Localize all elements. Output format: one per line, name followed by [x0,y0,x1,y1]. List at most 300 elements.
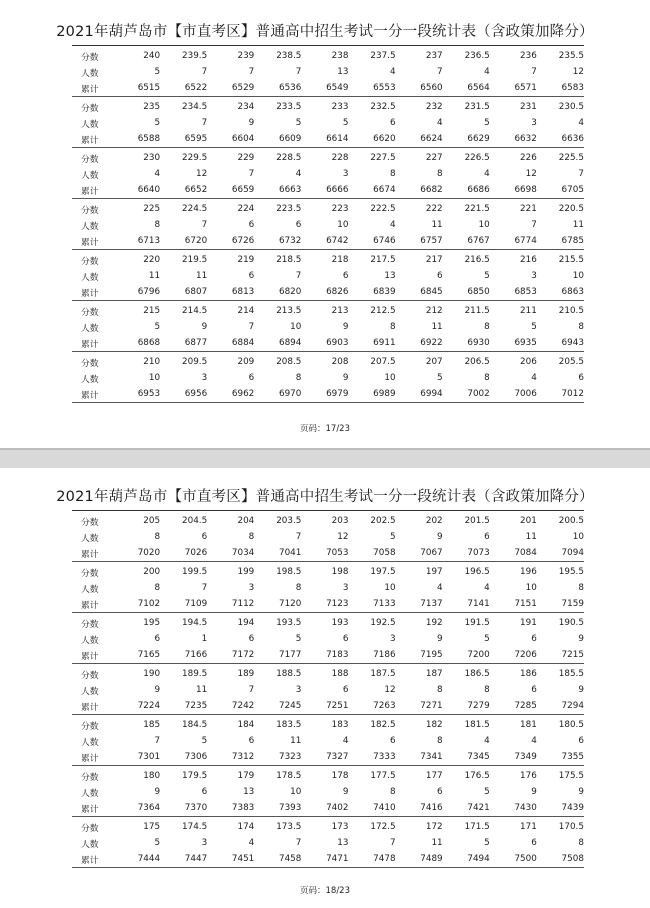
cumulative-row [72,698,584,714]
score-group [72,511,584,562]
table-cell: 7020 [137,548,161,558]
table-cell: 175.5 [558,771,584,781]
table-cell: 6989 [373,389,396,399]
table-cell: 6 [342,634,349,644]
table-cell: 219.5 [182,255,208,265]
row-label: 累计 [81,753,99,764]
table-cell: 182.5 [370,720,396,730]
table-cell: 237.5 [370,51,396,61]
score-group [72,664,584,715]
table-cell: 191.5 [464,618,490,628]
table-cell: 6571 [514,83,537,93]
row-label: 累计 [81,855,99,866]
row-label: 分数 [81,154,99,165]
table-cell: 7 [531,67,537,77]
table-cell: 6614 [326,134,349,144]
score-group [72,766,584,817]
table-cell: 194 [237,618,255,628]
score-table [72,46,584,403]
table-cell: 7444 [137,854,161,864]
count-row [72,166,584,182]
table-cell: 6663 [278,185,302,195]
table-cell: 6732 [278,236,302,246]
table-cell: 7 [295,838,302,848]
table-cell: 5 [389,532,396,542]
table-cell: 7 [201,118,208,128]
table-cell: 216.5 [464,255,490,265]
table-cell: 6 [531,685,537,695]
table-cell: 6560 [420,83,443,93]
table-cell: 194.5 [182,618,208,628]
table-cell: 189.5 [182,669,208,679]
row-label: 累计 [81,135,99,146]
table-cell: 7364 [137,803,161,813]
table-cell: 6713 [137,236,161,246]
table-cell: 6620 [373,134,396,144]
table-cell: 4 [437,583,443,593]
table-cell: 7006 [514,389,537,399]
table-cell: 6935 [514,338,537,348]
table-cell: 3 [342,583,349,593]
table-cell: 209 [237,357,255,367]
table-cell: 4 [531,373,537,383]
table-cell: 6705 [561,185,584,195]
table-cell: 6785 [561,236,584,246]
table-cell: 190.5 [558,618,584,628]
table-cell: 177.5 [370,771,396,781]
count-row [72,64,584,80]
table-cell: 8 [578,583,584,593]
table-cell: 210.5 [558,306,584,316]
cumulative-row [72,596,584,612]
table-cell: 6698 [514,185,537,195]
count-row [72,733,584,749]
table-cell: 213 [331,306,349,316]
row-label: 人数 [81,737,99,748]
score-group [72,250,584,301]
table-cell: 10 [384,373,396,383]
table-cell: 204 [237,516,255,526]
table-cell: 7439 [561,803,584,813]
table-cell: 6 [437,787,443,797]
table-cell: 185.5 [558,669,584,679]
table-cell: 205 [143,516,161,526]
table-cell: 6 [484,532,490,542]
table-cell: 7341 [420,752,443,762]
table-cell: 207.5 [370,357,396,367]
table-cell: 221.5 [464,204,490,214]
table-cell: 7 [295,532,302,542]
table-cell: 6 [248,271,255,281]
table-cell: 7478 [373,854,396,864]
table-cell: 7084 [514,548,537,558]
table-cell: 12 [337,532,349,542]
table-cell: 13 [337,838,349,848]
table-cell: 6839 [373,287,396,297]
table-cell: 7053 [326,548,349,558]
count-row [72,115,584,131]
cumulative-row [72,851,584,867]
table-cell: 10 [290,322,302,332]
table-cell: 7355 [561,752,584,762]
table-cell: 5 [484,271,490,281]
row-label: 分数 [81,103,99,114]
table-cell: 6930 [467,338,490,348]
page-17 [0,0,650,438]
cumulative-row [72,749,584,765]
cumulative-row [72,233,584,249]
table-cell: 11 [431,838,443,848]
count-row [72,835,584,851]
table-cell: 10 [478,220,490,230]
table-cell: 6595 [184,134,208,144]
table-cell: 7137 [420,599,443,609]
table-cell: 227 [425,153,443,163]
row-label: 分数 [81,52,99,63]
row-label: 累计 [81,237,99,248]
table-cell: 1 [201,634,208,644]
document-title: 2021年葫芦岛市【市直考区】普通高中招生考试一分一段统计表（含政策加降分） [56,24,594,40]
row-label: 分数 [81,823,99,834]
table-cell: 11 [195,271,208,281]
table-cell: 195 [143,618,161,628]
document-title: 2021年葫芦岛市【市直考区】普通高中招生考试一分一段统计表（含政策加降分） [56,489,594,505]
table-cell: 198 [331,567,349,577]
table-cell: 6845 [420,287,443,297]
table-cell: 238.5 [276,51,302,61]
table-cell: 7 [578,169,584,179]
table-cell: 3 [201,838,208,848]
table-cell: 171 [520,822,537,832]
table-cell: 7200 [467,650,490,660]
table-cell: 7 [531,220,537,230]
table-cell: 6536 [278,83,302,93]
row-label: 分数 [81,205,99,216]
table-cell: 6 [342,685,349,695]
table-cell: 226 [520,153,537,163]
table-cell: 7186 [373,650,396,660]
table-cell: 212.5 [370,306,396,316]
table-cell: 9 [437,634,443,644]
table-cell: 13 [243,787,255,797]
score-row [72,717,584,733]
table-cell: 203.5 [276,516,302,526]
table-cell: 6979 [326,389,349,399]
page-number: 页码：18/23 [300,886,350,896]
table-cell: 7224 [137,701,161,711]
table-cell: 224 [237,204,255,214]
table-cell: 7002 [467,389,490,399]
score-row [72,48,584,64]
table-cell: 6943 [561,338,584,348]
table-cell: 6 [578,736,584,746]
table-cell: 9 [342,373,349,383]
table-cell: 176.5 [464,771,490,781]
table-cell: 180 [143,771,161,781]
table-cell: 6 [342,271,349,281]
table-cell: 236 [520,51,537,61]
table-cell: 10 [337,220,349,230]
table-cell: 7471 [326,854,349,864]
table-cell: 6911 [373,338,396,348]
table-cell: 10 [572,532,584,542]
table-cell: 210 [143,357,161,367]
table-cell: 8 [154,583,161,593]
row-label: 人数 [81,170,99,181]
table-cell: 7235 [184,701,208,711]
table-cell: 182 [425,720,443,730]
table-cell: 5 [484,634,490,644]
table-cell: 209.5 [182,357,208,367]
table-cell: 231.5 [464,102,490,112]
table-cell: 231 [520,102,537,112]
table-cell: 5 [154,322,161,332]
table-cell: 4 [484,583,490,593]
table-cell: 6640 [137,185,161,195]
table-cell: 218.5 [276,255,302,265]
table-cell: 4 [389,220,396,230]
table-cell: 12 [525,169,537,179]
table-cell: 3 [531,271,537,281]
table-cell: 7 [437,67,443,77]
table-cell: 183.5 [276,720,302,730]
table-cell: 6 [201,532,208,542]
table-cell: 198.5 [276,567,302,577]
table-cell: 6 [578,373,584,383]
table-cell: 7242 [231,701,255,711]
table-cell: 6813 [231,287,255,297]
score-row [72,99,584,115]
table-cell: 6659 [231,185,255,195]
table-cell: 5 [484,787,490,797]
table-cell: 8 [578,838,584,848]
table-cell: 6853 [514,287,537,297]
table-cell: 6903 [326,338,349,348]
table-cell: 10 [384,583,396,593]
table-cell: 7120 [278,599,302,609]
score-group [72,148,584,199]
table-cell: 7447 [184,854,208,864]
table-cell: 4 [484,67,490,77]
table-cell: 8 [389,322,396,332]
table-cell: 229 [237,153,255,163]
table-cell: 6970 [278,389,302,399]
table-cell: 6863 [561,287,584,297]
row-label: 人数 [81,68,99,79]
table-cell: 5 [484,838,490,848]
table-cell: 7489 [420,854,443,864]
count-row [72,529,584,545]
table-cell: 9 [154,787,161,797]
table-cell: 13 [337,67,349,77]
cumulative-row [72,80,584,96]
table-cell: 7383 [231,803,255,813]
row-label: 累计 [81,600,99,611]
table-cell: 9 [342,787,349,797]
table-cell: 190 [143,669,161,679]
row-label: 分数 [81,568,99,579]
table-cell: 7026 [184,548,208,558]
table-cell: 234 [237,102,255,112]
table-cell: 8 [484,322,490,332]
score-row [72,666,584,682]
table-cell: 5 [295,634,302,644]
row-label: 人数 [81,635,99,646]
table-cell: 5 [295,118,302,128]
table-cell: 235.5 [558,51,584,61]
row-label: 累计 [81,702,99,713]
table-cell: 189 [237,669,255,679]
table-cell: 7 [154,736,161,746]
table-cell: 178 [331,771,349,781]
table-cell: 6742 [326,236,349,246]
table-cell: 6674 [373,185,396,195]
table-cell: 7 [295,67,302,77]
table-cell: 175 [143,822,161,832]
table-cell: 6553 [373,83,396,93]
row-label: 分数 [81,358,99,369]
row-label: 分数 [81,307,99,318]
cumulative-row [72,647,584,663]
table-cell: 8 [154,220,161,230]
table-cell: 11 [195,685,208,695]
table-cell: 201.5 [464,516,490,526]
table-cell: 11 [572,220,584,230]
table-cell: 174.5 [182,822,208,832]
table-cell: 8 [484,373,490,383]
table-cell: 220.5 [558,204,584,214]
table-cell: 216 [520,255,537,265]
table-cell: 6994 [420,389,443,399]
table-cell: 7430 [514,803,537,813]
table-cell: 197.5 [370,567,396,577]
table-cell: 7067 [420,548,443,558]
row-label: 人数 [81,323,99,334]
table-cell: 200 [143,567,161,577]
table-cell: 9 [531,787,537,797]
row-label: 分数 [81,619,99,630]
table-cell: 7133 [373,599,396,609]
table-cell: 5 [342,118,349,128]
table-cell: 6583 [561,83,584,93]
table-cell: 3 [248,583,255,593]
count-row [72,631,584,647]
score-group [72,613,584,664]
table-cell: 215.5 [558,255,584,265]
table-cell: 230 [143,153,161,163]
table-cell: 6884 [231,338,255,348]
table-cell: 6953 [137,389,161,399]
table-cell: 7166 [184,650,208,660]
table-cell: 7123 [326,599,349,609]
table-cell: 172.5 [370,822,396,832]
table-cell: 197 [425,567,443,577]
table-cell: 7 [389,838,396,848]
score-row [72,201,584,217]
table-cell: 220 [143,255,161,265]
table-cell: 13 [384,271,396,281]
table-cell: 7 [295,271,302,281]
table-cell: 218 [331,255,349,265]
table-cell: 6564 [467,83,490,93]
table-cell: 206 [520,357,537,367]
table-cell: 232 [425,102,443,112]
table-cell: 10 [148,373,161,383]
table-cell: 6549 [326,83,349,93]
table-cell: 223.5 [276,204,302,214]
table-cell: 7279 [467,701,490,711]
table-cell: 208.5 [276,357,302,367]
table-cell: 6652 [184,185,208,195]
row-label: 累计 [81,288,99,299]
row-label: 人数 [81,686,99,697]
table-cell: 4 [484,169,490,179]
table-cell: 8 [248,532,255,542]
table-cell: 174 [237,822,255,832]
row-label: 累计 [81,339,99,350]
table-cell: 212 [425,306,443,316]
table-cell: 181 [520,720,537,730]
table-cell: 6522 [184,83,208,93]
table-cell: 7151 [514,599,537,609]
count-row [72,580,584,596]
table-cell: 7177 [278,650,302,660]
table-cell: 229.5 [182,153,208,163]
score-row [72,819,584,835]
table-cell: 7410 [373,803,396,813]
table-cell: 234.5 [182,102,208,112]
table-cell: 187 [425,669,443,679]
table-cell: 6796 [137,287,161,297]
score-row [72,150,584,166]
page-divider [0,448,650,468]
table-cell: 6774 [514,236,537,246]
table-cell: 7301 [137,752,161,762]
table-cell: 6720 [184,236,208,246]
table-cell: 180.5 [558,720,584,730]
table-cell: 6609 [278,134,302,144]
table-cell: 178.5 [276,771,302,781]
score-group [72,817,584,868]
table-cell: 6 [531,838,537,848]
table-cell: 10 [290,787,302,797]
table-cell: 6632 [514,134,537,144]
table-cell: 6868 [137,338,161,348]
table-cell: 8 [484,685,490,695]
table-cell: 7416 [420,803,443,813]
row-label: 分数 [81,670,99,681]
table-cell: 7058 [373,548,396,558]
table-cell: 214 [237,306,255,316]
row-label: 人数 [81,584,99,595]
table-cell: 6850 [467,287,490,297]
cumulative-row [72,131,584,147]
table-cell: 184.5 [182,720,208,730]
score-row [72,354,584,370]
table-cell: 188 [331,669,349,679]
table-cell: 6629 [467,134,490,144]
table-cell: 232.5 [370,102,396,112]
table-cell: 217.5 [370,255,396,265]
table-cell: 6686 [467,185,490,195]
table-cell: 4 [578,118,584,128]
count-row [72,319,584,335]
table-cell: 9 [578,685,584,695]
table-cell: 7094 [561,548,584,558]
table-cell: 173.5 [276,822,302,832]
score-group [72,562,584,613]
table-cell: 5 [201,736,208,746]
